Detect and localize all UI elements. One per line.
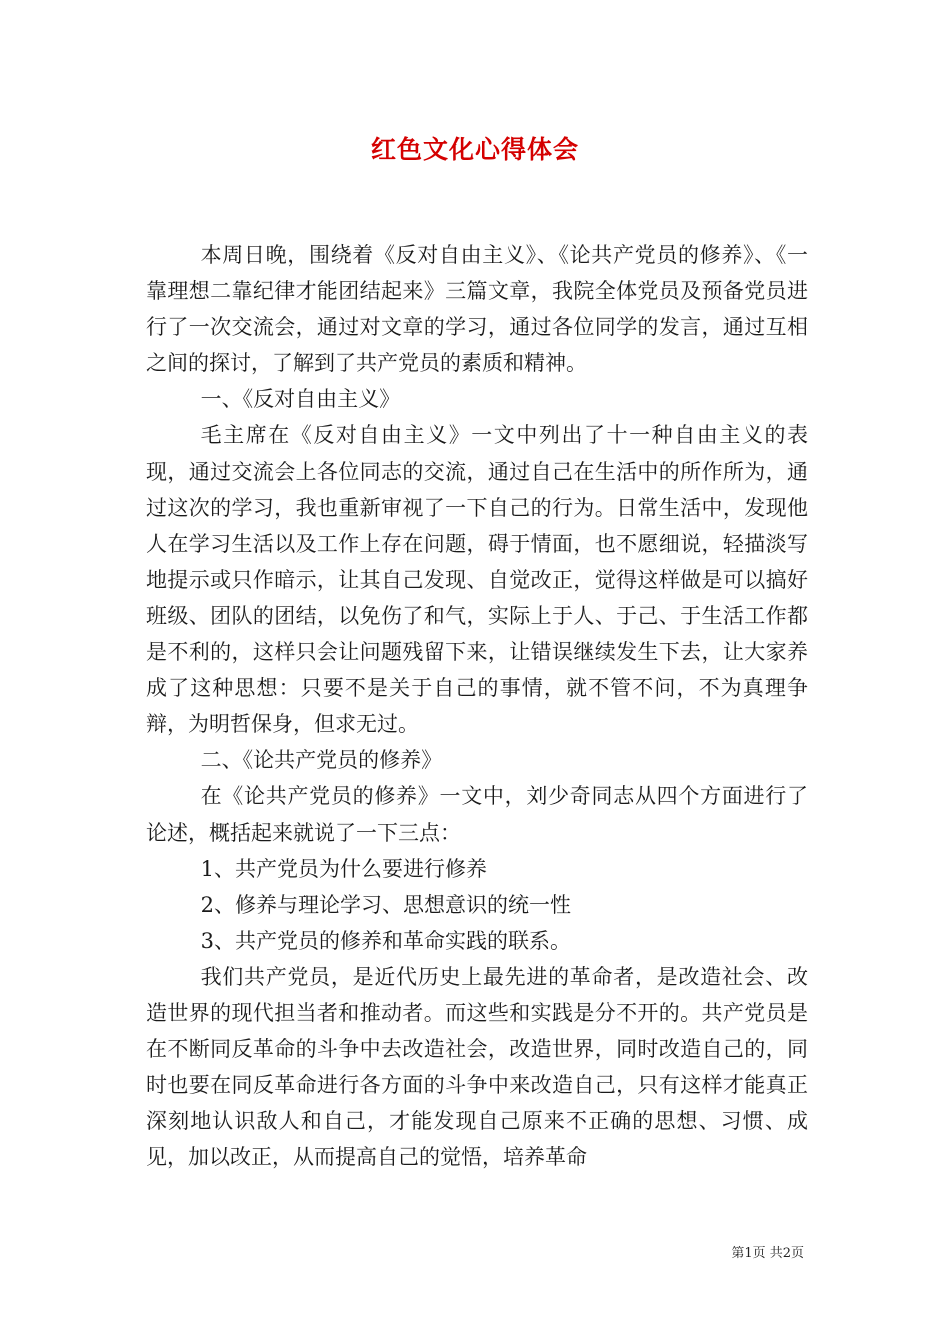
document-title: 红色文化心得体会	[370, 135, 579, 164]
section-heading-2: 二、《论共产党员的修养》	[200, 748, 443, 773]
list-item-3: 3、共产党员的修养和革命实践的联系。	[200, 928, 571, 953]
list-item-2: 2、修养与理论学习、思想意识的统一性	[200, 892, 571, 917]
paragraph-intro: 本周日晚，围绕着《反对自由主义》、《论共产党员的修养》、《一靠理想二靠纪律才能团结起来》三篇文章，我院全体党员及预备党员进行了一次交流会，通过对文章的学习，通过各位同学的发言，通过互相之间的探讨，了解到了共产党员的素质和精神。	[146, 243, 808, 376]
list-item-1: 1、共产党员为什么要进行修养	[200, 856, 487, 881]
document-body	[146, 237, 808, 1175]
page-number: 第1页 共2页	[731, 1246, 804, 1261]
section-heading-1: 一、《反对自由主义》	[200, 387, 401, 412]
paragraph-section-2-intro: 在《论共产党员的修养》一文中，刘少奇同志从四个方面进行了论述，概括起来就说了一下三点：	[146, 784, 808, 845]
paragraph-section-2-body: 我们共产党员，是近代历史上最先进的革命者，是改造社会、改造世界的现代担当者和推动者。而这些和实践是分不开的。共产党员是在不断同反革命的斗争中去改造社会，改造世界，同时改造自己的，同时也要在同反革命进行各方面的斗争中来改造自己，只有这样才能真正深刻地认识敌人和自己，才能发现自己原来不正确的思想、习惯、成见，加以改正，从而提高自己的觉悟，培养革命	[146, 964, 808, 1170]
paragraph-section-1: 毛主席在《反对自由主义》一文中列出了十一种自由主义的表现，通过交流会上各位同志的交流，通过自己在生活中的所作所为，通过这次的学习，我也重新审视了一下自己的行为。日常生活中，发现他人在学习生活以及工作上存在问题，碍于情面，也不愿细说，轻描淡写地提示或只作暗示，让其自己发现、自觉改正，觉得这样做是可以搞好班级、团队的团结，以免伤了和气，实际上于人、于己、于生活工作都是不利的，这样只会让问题残留下来，让错误继续发生下去，让大家养成了这种思想：只要不是关于自己的事情，就不管不问，不为真理争辩，为明哲保身，但求无过。	[146, 423, 808, 737]
